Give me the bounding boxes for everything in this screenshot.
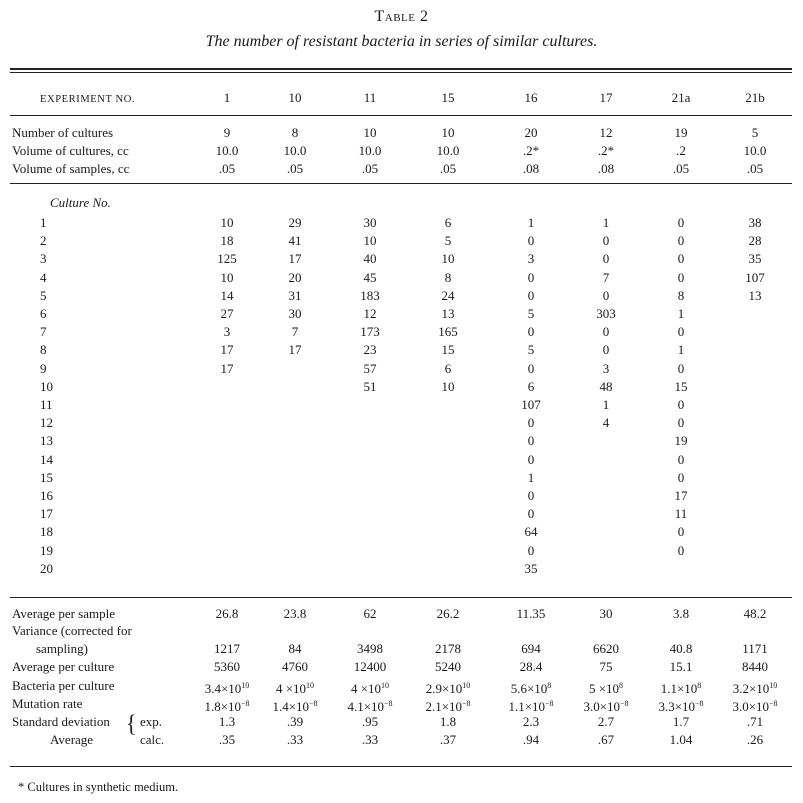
table-cell: [508, 695, 553, 715]
column-header: 17: [599, 90, 613, 105]
exponent: 8: [547, 681, 552, 690]
table-cell: 40: [363, 251, 377, 267]
table-cell: 3: [223, 324, 231, 340]
exponent: 10: [241, 681, 250, 690]
table-cell: 10: [363, 125, 377, 140]
table-cell: 6: [527, 378, 535, 394]
table-cell: [658, 695, 703, 715]
table-cell: 0: [677, 324, 685, 340]
culture-number: 7: [40, 324, 47, 340]
table-cell: 26.8: [215, 606, 239, 621]
table-cell: 10.0: [215, 143, 239, 158]
row-label: exp.: [140, 714, 163, 729]
table-cell: 0: [677, 215, 685, 230]
table-cell: 30: [599, 606, 613, 621]
row-label: Average: [50, 732, 94, 747]
culture-number: 19: [40, 542, 53, 558]
table-cell: 694: [521, 641, 541, 656]
table-cell: .05: [218, 161, 236, 176]
table-cell: 15: [674, 378, 688, 394]
table-cell: .08: [597, 161, 615, 176]
table-cell: 84: [288, 641, 302, 656]
culture-label: Culture No.: [50, 195, 111, 210]
mantissa: 2.9×10: [425, 681, 463, 696]
table-cell: 4: [602, 415, 610, 431]
table-cell: 2178: [435, 641, 461, 656]
table-cell: .05: [439, 161, 457, 176]
table-cell: 107: [745, 269, 765, 285]
table-cell: 3498: [357, 641, 383, 656]
exponent: −8: [695, 699, 704, 708]
header-label: EXPERIMENT NO.: [40, 94, 136, 105]
table-cell: 17: [220, 342, 234, 358]
table-cell: .71: [746, 714, 764, 729]
table-cell: 10: [441, 378, 455, 394]
mantissa: 1.4×10: [272, 699, 310, 714]
table-cell: 6620: [593, 641, 619, 656]
mantissa: 3.0×10: [732, 699, 770, 714]
table-cell: 125: [217, 251, 237, 267]
table-cell: 0: [527, 287, 535, 303]
culture-number: 10: [40, 378, 53, 394]
table-cell: 11.35: [516, 606, 546, 621]
table-cell: 24: [441, 287, 455, 303]
table-cell: 0: [677, 415, 685, 431]
culture-number: 15: [40, 469, 53, 485]
table-cell: 8440: [742, 659, 768, 674]
row-label: Bacteria per culture: [12, 678, 115, 693]
table-cell: [589, 677, 623, 697]
table-cell: [272, 695, 317, 715]
row-label: calc.: [140, 732, 165, 747]
table-cell: 183: [360, 287, 380, 303]
table-cell: 173: [360, 324, 380, 340]
table-cell: 0: [527, 488, 535, 503]
mantissa: 5 ×10: [588, 681, 620, 696]
row-label: Number of cultures: [12, 125, 114, 140]
table-cell: 1: [602, 397, 610, 412]
table-cell: 15.1: [669, 659, 693, 674]
culture-number: 3: [40, 251, 47, 267]
table-cell: 51: [363, 378, 377, 394]
table-cell: 30: [288, 306, 302, 321]
table-cell: 17: [674, 488, 688, 503]
table-cell: 303: [596, 306, 616, 321]
table-cell: 0: [527, 269, 535, 285]
mantissa: 5.6×10: [510, 681, 548, 696]
exponent: 8: [697, 681, 702, 690]
table-cell: 17: [288, 251, 302, 267]
mantissa: 3.0×10: [583, 699, 621, 714]
exponent: 8: [619, 681, 624, 690]
table-cell: [661, 677, 702, 697]
table-cell: 19: [674, 125, 688, 140]
table-cell: 1: [677, 342, 685, 358]
table-cell: 5: [444, 233, 452, 249]
culture-number: 4: [40, 269, 47, 285]
exponent: −8: [769, 699, 778, 708]
table-cell: [583, 695, 628, 715]
table-cell: 35: [748, 251, 762, 267]
table-cell: .05: [746, 161, 764, 176]
table-cell: .35: [218, 732, 236, 747]
table-cell: [425, 695, 470, 715]
table-cell: 8: [444, 269, 452, 285]
table-cell: 10.0: [743, 143, 767, 158]
culture-number: 14: [40, 451, 53, 467]
table-cell: 1171: [742, 641, 768, 656]
table-cell: 0: [527, 506, 535, 522]
table-cell: 2.7: [597, 714, 615, 729]
table-cell: 26.2: [436, 606, 460, 621]
table-cell: 13: [441, 306, 455, 321]
table-cell: .33: [286, 732, 304, 747]
table-cell: 0: [677, 469, 685, 485]
table-cell: 6: [444, 215, 452, 230]
table-title: Table 2: [374, 8, 429, 25]
table-cell: 28: [748, 233, 762, 249]
table-cell: 0: [527, 324, 535, 340]
culture-number: 20: [40, 560, 53, 576]
row-label: Mutation rate: [12, 696, 83, 711]
table-cell: 0: [602, 324, 610, 340]
header-rule: [10, 115, 792, 116]
table-cell: .05: [361, 161, 379, 176]
table-cell: 12: [363, 306, 377, 321]
table-cell: 10: [441, 251, 455, 267]
exponent: −8: [620, 699, 629, 708]
row-label: sampling): [36, 641, 88, 656]
table-cell: 1: [677, 306, 685, 321]
table-cell: 0: [527, 415, 535, 431]
column-header: 15: [441, 90, 455, 105]
table-cell: 5360: [214, 659, 240, 674]
table-cell: [511, 677, 552, 697]
table-cell: 0: [677, 524, 685, 540]
table-cell: 23.8: [283, 606, 307, 621]
table-cell: 0: [677, 451, 685, 467]
table-cell: 15: [441, 342, 455, 358]
mantissa: 4.1×10: [347, 699, 385, 714]
table-cell: 28.4: [519, 659, 543, 674]
table-cell: 107: [521, 397, 541, 412]
table-cell: [276, 677, 314, 697]
table-cell: 4760: [282, 659, 308, 674]
table-cell: .37: [439, 732, 457, 747]
top-rule-thick: [10, 68, 792, 70]
table-cell: 10: [220, 215, 234, 230]
column-header: 16: [524, 90, 538, 105]
table-cell: 8: [677, 287, 685, 303]
culture-number: 12: [40, 415, 53, 431]
table-cell: [426, 677, 471, 697]
table-cell: 48.2: [743, 606, 767, 621]
culture-number: 6: [40, 306, 47, 321]
table-cell: [732, 695, 777, 715]
table-cell: 12400: [353, 659, 387, 674]
table-cell: 40.8: [669, 641, 693, 656]
top-rule-thin: [10, 72, 792, 73]
table-cell: 10.0: [436, 143, 460, 158]
table-cell: 20: [524, 125, 538, 140]
table-cell: 5: [527, 342, 535, 358]
column-header: 1: [223, 90, 231, 105]
table-cell: .2*: [597, 143, 615, 158]
table-cell: 10.0: [283, 143, 307, 158]
table-cell: 1: [602, 215, 610, 230]
table-cell: 13: [748, 287, 762, 303]
table-cell: 1217: [214, 641, 240, 656]
table-cell: 3.8: [672, 606, 690, 621]
table-cell: 7: [602, 269, 610, 285]
table-cell: 0: [527, 542, 535, 558]
table-cell: 0: [677, 251, 685, 267]
table-cell: 1: [527, 469, 535, 485]
table-cell: 5: [751, 125, 759, 140]
table-cell: 8: [291, 125, 299, 140]
table-cell: 10: [220, 269, 234, 285]
column-header: 21a: [671, 90, 691, 105]
culture-number: 16: [40, 488, 53, 503]
table-cell: 5: [527, 306, 535, 321]
table-cell: 38: [748, 215, 762, 230]
table-cell: 165: [438, 324, 458, 340]
exponent: −8: [545, 699, 554, 708]
table-cell: 17: [288, 342, 302, 358]
table-cell: .33: [361, 732, 379, 747]
mantissa: 3.2×10: [732, 681, 770, 696]
table-cell: 64: [524, 524, 538, 540]
footnote: * Cultures in synthetic medium.: [18, 780, 179, 794]
table-cell: 9: [223, 125, 231, 140]
table-cell: 0: [602, 342, 610, 358]
table-cell: 1.3: [218, 714, 236, 729]
table-cell: 1.8: [439, 714, 457, 729]
table-cell: 0: [677, 360, 685, 376]
section-rule-2: [10, 597, 792, 598]
table-cell: .39: [286, 714, 304, 729]
table-cell: 0: [602, 287, 610, 303]
table-cell: 0: [527, 360, 535, 376]
row-label: Standard deviation: [12, 714, 110, 729]
table-cell: 62: [363, 606, 377, 621]
table-cell: 10: [363, 233, 377, 249]
table-cell: [204, 695, 249, 715]
table-cell: 20: [288, 269, 302, 285]
table-cell: 10: [441, 125, 455, 140]
table-cell: 0: [677, 397, 685, 412]
exponent: −8: [384, 699, 393, 708]
table-cell: 5240: [435, 659, 461, 674]
table-cell: [733, 677, 778, 697]
brace: {: [126, 709, 137, 738]
table-cell: 0: [602, 251, 610, 267]
table-cell: .05: [286, 161, 304, 176]
table-cell: .94: [522, 732, 540, 747]
table-cell: .67: [597, 732, 615, 747]
mantissa: 1.1×10: [508, 699, 546, 714]
table-cell: [347, 695, 392, 715]
mantissa: 4 ×10: [350, 681, 382, 696]
table-cell: 31: [288, 287, 302, 303]
mantissa: 1.8×10: [204, 699, 242, 714]
exponent: 10: [306, 681, 315, 690]
table-cell: 0: [527, 451, 535, 467]
row-label: Volume of cultures, cc: [12, 143, 129, 158]
table-cell: 10.0: [358, 143, 382, 158]
culture-number: 11: [40, 397, 53, 412]
table-cell: .2*: [522, 143, 540, 158]
table-cell: 1.04: [669, 732, 693, 747]
exponent: −8: [309, 699, 318, 708]
row-label: Average per sample: [12, 606, 115, 621]
exponent: −8: [462, 699, 471, 708]
table-cell: 12: [599, 125, 613, 140]
table-cell: 1: [527, 215, 535, 230]
table-cell: 11: [674, 506, 688, 522]
mantissa: 1.1×10: [660, 681, 698, 696]
table-cell: [205, 677, 250, 697]
table-cell: 75: [599, 659, 613, 674]
table-cell: 18: [220, 233, 234, 249]
column-header: 10: [288, 90, 302, 105]
table-subtitle: The number of resistant bacteria in series of similar cultures.: [205, 33, 598, 50]
table-cell: 19: [674, 433, 688, 449]
row-label: Average per culture: [12, 659, 115, 674]
table-cell: 0: [677, 269, 685, 285]
mantissa: 3.4×10: [204, 681, 242, 696]
table-cell: 2.3: [522, 714, 540, 729]
table-cell: 1.7: [672, 714, 690, 729]
bottom-rule: [10, 766, 792, 767]
table-cell: .08: [522, 161, 540, 176]
row-label: Variance (corrected for: [12, 623, 132, 638]
table-cell: 14: [220, 287, 234, 303]
exponent: −8: [241, 699, 250, 708]
culture-number: 13: [40, 433, 53, 449]
culture-number: 5: [40, 287, 47, 303]
mantissa: 3.3×10: [658, 699, 696, 714]
culture-number: 1: [40, 215, 47, 230]
exponent: 10: [769, 681, 778, 690]
table-cell: 0: [527, 233, 535, 249]
table-cell: 23: [363, 342, 377, 358]
table-cell: 3: [602, 360, 610, 376]
table-cell: 29: [288, 215, 302, 230]
section-rule-1: [10, 183, 792, 184]
culture-number: 2: [40, 233, 47, 249]
table-cell: 3: [527, 251, 535, 267]
table-cell: 7: [291, 324, 299, 340]
table-cell: 6: [444, 360, 452, 376]
table-cell: 35: [524, 560, 538, 576]
culture-number: 8: [40, 342, 47, 358]
row-label: Volume of samples, cc: [12, 161, 130, 176]
exponent: 10: [462, 681, 471, 690]
table-cell: 27: [220, 306, 234, 321]
culture-number: 17: [40, 506, 53, 522]
table-cell: 45: [363, 269, 377, 285]
table-cell: .2: [676, 143, 686, 158]
mantissa: 2.1×10: [425, 699, 463, 714]
table-cell: [351, 677, 389, 697]
table-cell: 0: [602, 233, 610, 249]
table-cell: 0: [677, 233, 685, 249]
column-header: 21b: [745, 90, 765, 105]
table-cell: .95: [361, 714, 379, 729]
column-header: 11: [363, 90, 377, 105]
table-cell: 41: [288, 233, 302, 249]
culture-number: 9: [40, 360, 47, 376]
table-cell: 48: [599, 378, 613, 394]
table-cell: 0: [527, 433, 535, 449]
table-cell: 17: [220, 360, 234, 376]
table-cell: 0: [677, 542, 685, 558]
table-cell: 30: [363, 215, 377, 230]
table-cell: .05: [672, 161, 690, 176]
table-cell: 57: [363, 360, 377, 376]
mantissa: 4 ×10: [275, 681, 307, 696]
table-cell: .26: [746, 732, 764, 747]
exponent: 10: [381, 681, 390, 690]
culture-number: 18: [40, 524, 53, 540]
